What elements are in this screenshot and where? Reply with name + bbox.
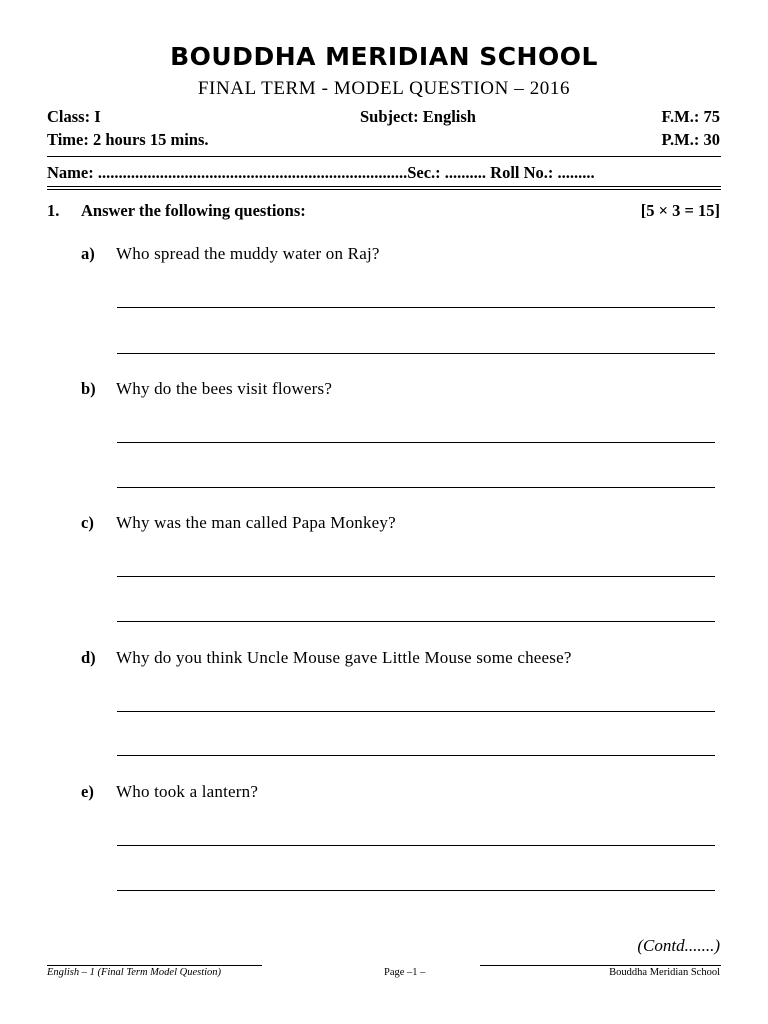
answer-line[interactable] xyxy=(117,442,715,443)
item-question: Why do you think Uncle Mouse gave Little Mouse some cheese? xyxy=(116,648,572,667)
footer-rule-left xyxy=(47,965,262,966)
item-question: Why do the bees visit flowers? xyxy=(116,379,333,398)
time-label: Time: 2 hours 15 mins. xyxy=(47,130,209,149)
school-name: BOUDDHA MERIDIAN SCHOOL xyxy=(170,42,598,71)
question-number: 1. xyxy=(47,201,60,220)
answer-line[interactable] xyxy=(117,621,715,622)
item-letter: e) xyxy=(81,782,94,801)
footer-right: Bouddha Meridian School xyxy=(609,967,720,978)
answer-line[interactable] xyxy=(117,711,715,712)
item-question: Why was the man called Papa Monkey? xyxy=(116,513,396,532)
footer-left: English – 1 (Final Term Model Question) xyxy=(47,967,222,978)
answer-line[interactable] xyxy=(117,576,715,577)
name-divider-top xyxy=(47,186,721,187)
item-letter: d) xyxy=(81,648,96,667)
footer-rule-right xyxy=(480,965,721,966)
answer-line[interactable] xyxy=(117,890,715,891)
continued-note: (Contd.......) xyxy=(637,936,720,955)
answer-line[interactable] xyxy=(117,755,715,756)
item-letter: b) xyxy=(81,379,96,398)
item-letter: a) xyxy=(81,244,95,263)
item-question: Who spread the muddy water on Raj? xyxy=(116,244,380,263)
answer-line[interactable] xyxy=(117,487,715,488)
header-divider xyxy=(47,156,721,157)
item-question: Who took a lantern? xyxy=(116,782,259,801)
exam-title: FINAL TERM - MODEL QUESTION – 2016 xyxy=(197,78,571,99)
item-letter: c) xyxy=(81,513,94,532)
name-divider-bottom xyxy=(47,189,721,190)
question-marks: [5 × 3 = 15] xyxy=(640,201,720,220)
answer-line[interactable] xyxy=(117,307,715,308)
name-section-line: Name: ...........................................................................Sec.: .......... Roll No.: ......... xyxy=(47,163,595,182)
subject-label: Subject: English xyxy=(360,107,476,126)
answer-line[interactable] xyxy=(117,845,715,846)
question-title: Answer the following questions: xyxy=(81,201,306,220)
pass-marks: P.M.: 30 xyxy=(661,130,720,149)
footer-page: Page –1 – xyxy=(384,967,426,978)
answer-line[interactable] xyxy=(117,353,715,354)
class-label: Class: I xyxy=(47,107,101,126)
full-marks: F.M.: 75 xyxy=(661,107,720,126)
